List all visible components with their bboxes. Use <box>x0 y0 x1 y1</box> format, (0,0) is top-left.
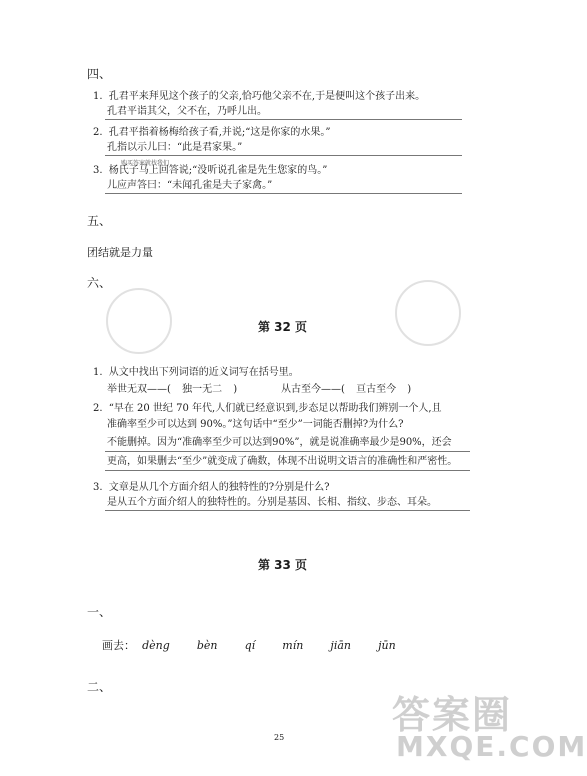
watermark-circle-right <box>395 280 461 346</box>
q1-answer: 孔君平诣其父，父不在，乃呼儿出。 <box>107 106 267 117</box>
p32-q1-left-item <box>107 383 237 396</box>
p32-q1-right-item <box>281 383 411 396</box>
p32-q2-number: 2. <box>93 403 103 414</box>
p32-q3-question <box>93 481 329 494</box>
p32-q1-right-close: ) <box>407 384 412 395</box>
q3-text: 杨氏子马上回答说;“没听说孔雀是先生您家的鸟。” <box>108 165 328 176</box>
p32-q1-number: 1. <box>93 367 103 378</box>
q1-question <box>93 90 425 103</box>
p32-q2-answer-line-1 <box>105 451 470 452</box>
p32-q2-answer-line-2 <box>105 470 470 471</box>
p32-q1-question <box>93 366 299 379</box>
pinyin-item: jūn <box>378 639 396 652</box>
watermark-brand: 答案圈 <box>392 693 513 737</box>
page-32-title: 第 32 页 <box>257 320 308 334</box>
q1-number: 1. <box>93 91 103 102</box>
p33-section-2-heading: 二、 <box>87 680 112 694</box>
section-5-answer: 团结就是力量 <box>87 246 153 259</box>
p32-q1-left-close: ) <box>233 384 238 395</box>
p32-q1-right-word: 从古至今——( <box>281 384 345 395</box>
pinyin-item: bèn <box>196 639 218 652</box>
section-6-heading: 六、 <box>87 276 112 290</box>
section-5-heading: 五、 <box>87 214 112 228</box>
p32-q3-number: 3. <box>93 482 103 493</box>
q3-answer: 儿应声答曰：“未闻孔雀是夫子家禽。” <box>107 180 273 191</box>
q2-question <box>93 126 331 139</box>
p32-q2-text-1: “早在 20 世纪 70 年代,人们就已经意识到,步态足以帮助我们辨别一个人,且 <box>108 403 442 414</box>
q3-answer-line <box>105 193 462 194</box>
p32-q3-answer: 是从五个方面介绍人的独特性的。分别是基因、长相、指纹、步态、耳朵。 <box>107 497 437 508</box>
q1-answer-line <box>105 119 462 120</box>
q2-text: 孔君平指着杨梅给孩子看,并说;“这是你家的水果。” <box>108 127 331 138</box>
q1-text: 孔君平来拜见这个孩子的父亲,恰巧他父亲不在,于是便叫这个孩子出来。 <box>108 91 426 102</box>
pinyin-item: mín <box>282 639 304 652</box>
pinyin-item: dèng <box>142 639 170 652</box>
watermark-site: MXQE.COM <box>396 730 587 763</box>
pinyin-item: qí <box>244 639 256 652</box>
p32-q3-text: 文章是从几个方面介绍人的独特性的?分别是什么? <box>108 482 330 493</box>
p33-section-1-heading: 一、 <box>87 605 112 619</box>
purchase-stamp: 购买答案就找我们 <box>121 160 170 167</box>
p32-q2-text-2: 准确率至少可以达到 90%。”这句话中“至少”一词能否删掉?为什么? <box>107 419 404 430</box>
q2-answer-line <box>105 155 462 156</box>
q3-number: 3. <box>93 165 103 176</box>
pinyin-item: jiān <box>330 639 351 652</box>
pinyin-row <box>102 634 396 653</box>
p32-q2-question-line1 <box>93 402 442 415</box>
p32-q3-answer-line <box>105 510 470 511</box>
p32-q2-answer-1: 不能删掉。因为“准确率至少可以达到90%”，就是说准确率最少是90%，还会 <box>107 437 452 448</box>
page-number: 25 <box>274 733 285 742</box>
q2-answer: 孔指以示儿曰：“此是君家果。” <box>107 142 243 153</box>
p32-q1-left-word: 举世无双——( <box>107 384 171 395</box>
page-33-title: 第 33 页 <box>257 558 308 572</box>
p32-q2-answer-2: 更高，如果删去“至少”就变成了确数，体现不出说明文语言的准确性和严密性。 <box>107 456 458 467</box>
q3-question <box>93 164 327 177</box>
q2-number: 2. <box>93 127 103 138</box>
pinyin-label: 画去： <box>102 639 135 652</box>
p32-q1-right-answer: 亘古至今 <box>356 384 397 395</box>
section-4-heading: 四、 <box>87 67 112 81</box>
p32-q1-text: 从文中找出下列词语的近义词写在括号里。 <box>108 367 299 378</box>
p32-q1-left-answer: 独一无二 <box>182 384 223 395</box>
